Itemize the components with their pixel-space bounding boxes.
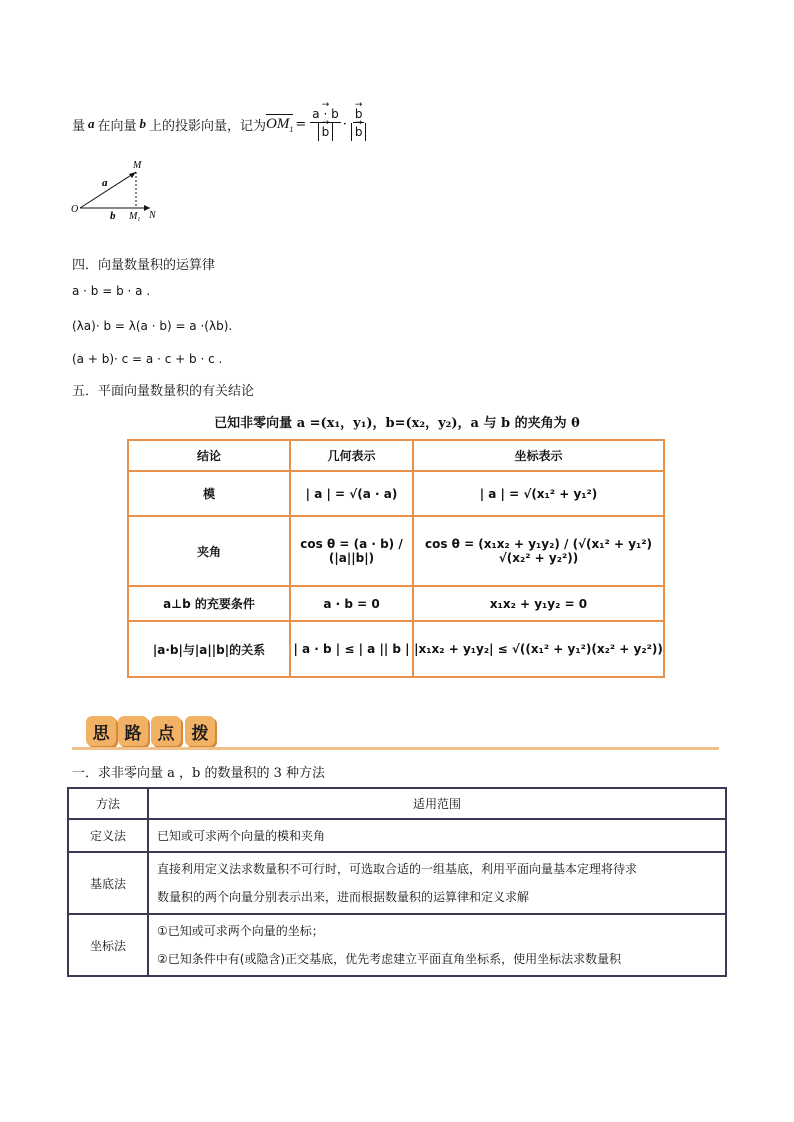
row-ineq-geo: | a · b | ≤ | a || b | — [290, 621, 413, 677]
method-coordinate-name: 坐标法 — [68, 914, 148, 976]
row-ineq-name: |a·b|与|a||b|的关系 — [128, 621, 290, 677]
law-scalar: (λa)· b = λ(a · b) = a ·(λb). — [72, 319, 233, 333]
projection-fraction-1 — [310, 106, 340, 142]
vector-a-line — [80, 172, 136, 208]
banner-char-2: 路 — [118, 716, 148, 746]
projection-den2: → b — [351, 123, 367, 141]
label-n: N — [149, 210, 156, 221]
method-basis-scope-line1: 直接利用定义法求数量积不可行时，可选取合适的一组基底，利用平面向量基本定理将待求 — [157, 862, 638, 876]
method-table — [67, 787, 727, 977]
projection-fraction-2 — [349, 106, 369, 142]
header-method: 方法 — [68, 788, 148, 819]
row-modulus-geo: | a | = √(a · a) — [290, 471, 413, 516]
banner-char-3: 点 — [151, 716, 181, 746]
header-scope: 适用范围 — [148, 788, 726, 819]
method-basis-name: 基底法 — [68, 852, 148, 914]
method-row-definition — [68, 819, 726, 852]
row-modulus-name: 模 — [128, 471, 290, 516]
section4-title: 四．向量数量积的运算律 — [72, 258, 216, 273]
method-row-coordinate — [68, 914, 726, 976]
row-ineq-coord: |x₁x₂ + y₁y₂| ≤ √((x₁² + y₁²)(x₂² + y₂²)) — [413, 621, 664, 677]
projection-diagram — [68, 155, 168, 225]
label-o: O — [71, 204, 79, 215]
section5-caption: 已知非零向量 a =(x₁，y₁)，b=(x₂，y₂)，a 与 b 的夹角为 θ — [214, 416, 580, 431]
law-distributive: (a + b)· c = a · c + b · c . — [72, 352, 223, 366]
row-perp-geo: a · b = 0 — [290, 586, 413, 621]
conclusion-table — [127, 439, 665, 678]
label-a: a — [102, 177, 108, 189]
method-coordinate-scope — [148, 914, 726, 976]
method-row-basis — [68, 852, 726, 914]
projection-om: $OM_1$ — [266, 116, 294, 134]
projection-equals: = — [295, 116, 307, 132]
row-modulus-coord: | a | = √(x₁² + y₁²) — [413, 471, 664, 516]
conclusion-row-modulus — [128, 471, 664, 516]
row-angle-coord: cos θ = (x₁x₂ + y₁y₂) / (√(x₁² + y₁²) √(x₂² + y₂²)) — [413, 516, 664, 586]
conclusion-row-inequality — [128, 621, 664, 677]
projection-var-a: a — [88, 116, 95, 131]
header-geometric: 几何表示 — [290, 440, 413, 471]
label-b: b — [110, 210, 116, 222]
conclusion-row-perpendicular — [128, 586, 664, 621]
method-basis-scope-line2: 数量积的两个向量分别表示出来，进而根据数量积的运算律和定义求解 — [157, 890, 530, 904]
banner-char-1: 思 — [86, 716, 116, 746]
method-definition-scope: 已知或可求两个向量的模和夹角 — [148, 819, 726, 852]
method-header-row — [68, 788, 726, 819]
row-angle-geo: cos θ = (a · b) / (|a||b|) — [290, 516, 413, 586]
projection-num1: → a · b — [310, 106, 340, 123]
label-m1: $M_1$ — [129, 211, 141, 223]
conclusion-header-row — [128, 440, 664, 471]
method-basis-scope — [148, 852, 726, 914]
method-coordinate-scope-line2: ②已知条件中有(或隐含)正交基底，优先考虑建立平面直角坐标系，使用坐标法求数量积 — [157, 952, 622, 966]
projection-den1: → b — [318, 123, 334, 141]
method-coordinate-scope-line1: ①已知或可求两个向量的坐标； — [157, 924, 324, 938]
vector-a-arrowhead — [129, 172, 136, 178]
method-definition-name: 定义法 — [68, 819, 148, 852]
row-perp-name: a⊥b 的充要条件 — [128, 586, 290, 621]
banner-divider — [72, 747, 719, 750]
conclusion-row-angle — [128, 516, 664, 586]
projection-definition — [72, 100, 370, 148]
projection-var-b: b — [139, 116, 147, 131]
header-coordinate: 坐标表示 — [413, 440, 664, 471]
projection-dot: · — [342, 116, 347, 132]
projection-text-3: 上的投影向量，记为 — [149, 118, 267, 134]
row-perp-coord: x₁x₂ + y₁y₂ = 0 — [413, 586, 664, 621]
projection-num2: → b — [353, 106, 365, 123]
row-angle-name: 夹角 — [128, 516, 290, 586]
label-m: M — [133, 160, 142, 171]
projection-text-2: 在向量 — [97, 118, 137, 134]
law-commutative: a · b = b · a . — [72, 284, 151, 298]
header-conclusion: 结论 — [128, 440, 290, 471]
section1-title: 一．求非零向量 a ，b 的数量积的 3 种方法 — [72, 766, 326, 781]
section5-title: 五．平面向量数量积的有关结论 — [72, 384, 255, 399]
banner-char-4: 拨 — [185, 716, 215, 746]
projection-text-1: 量 — [72, 118, 86, 134]
